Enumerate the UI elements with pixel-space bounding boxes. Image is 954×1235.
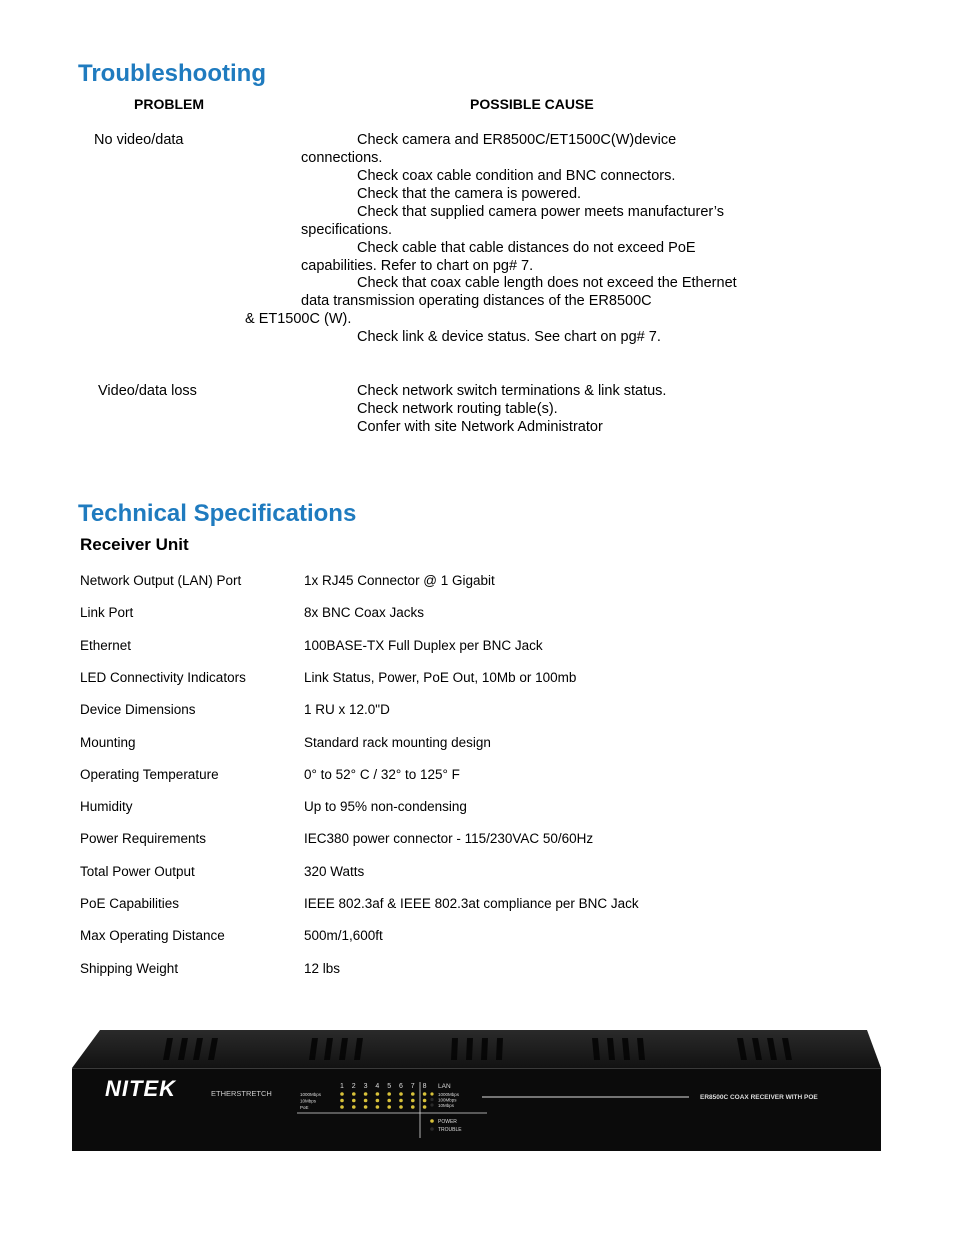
spec-value: IEC380 power connector - 115/230VAC 50/60Hz (304, 831, 594, 846)
port-led (411, 1105, 415, 1109)
spec-label: Total Power Output (80, 864, 195, 879)
port-led (399, 1092, 403, 1096)
spec-value: 12 lbs (304, 961, 341, 976)
spec-label: Ethernet (80, 638, 132, 653)
lan-row-label: 100Mbps (438, 1097, 457, 1103)
lan-row-label: 10Mbps (438, 1103, 455, 1108)
port-led (376, 1092, 380, 1096)
port-number: 2 (351, 1083, 356, 1090)
port-led (340, 1099, 344, 1103)
port-led (387, 1099, 391, 1103)
port-led (387, 1092, 391, 1096)
model-label: ER8500C COAX RECEIVER WITH POE (700, 1094, 818, 1101)
spec-label: Power Requirements (80, 831, 207, 846)
port-led (387, 1105, 391, 1109)
port-led (399, 1099, 403, 1103)
port-number: 8 (422, 1083, 427, 1090)
port-led (352, 1105, 356, 1109)
spec-label: Mounting (80, 735, 136, 750)
port-number: 7 (410, 1083, 415, 1090)
cause-line: capabilities. Refer to chart on pg# 7. (301, 258, 534, 274)
cause-line: Check that supplied camera power meets manufacturer’s (357, 204, 724, 220)
led-row-label: 1000Mbps (300, 1092, 322, 1097)
cause-line: & ET1500C (W). (245, 311, 352, 327)
specs-title: Technical Specifications (78, 500, 357, 527)
port-led (364, 1099, 368, 1103)
cause-line: Check that the camera is powered. (357, 186, 582, 202)
port-led (411, 1099, 415, 1103)
cause-line: Check network switch terminations & link status. (357, 383, 667, 399)
cause-line: Check cable that cable distances do not exceed PoE (357, 240, 696, 256)
lan-row-label: 1000Mbps (438, 1092, 460, 1097)
troubleshooting-title: Troubleshooting (78, 60, 266, 87)
spec-value: 8x BNC Coax Jacks (304, 605, 425, 620)
spec-label: Shipping Weight (80, 961, 179, 976)
power-led (430, 1119, 434, 1123)
port-led (376, 1105, 380, 1109)
cause-line: Check coax cable condition and BNC connectors. (357, 168, 676, 184)
lan-led (430, 1103, 433, 1106)
port-led (352, 1099, 356, 1103)
spec-label: Network Output (LAN) Port (80, 573, 242, 588)
led-row-label: 10Mbps (300, 1098, 317, 1104)
spec-value: Link Status, Power, PoE Out, 10Mb or 100mb (304, 670, 577, 685)
spec-value: Up to 95% non-condensing (304, 799, 467, 814)
spec-value: 500m/1,600ft (304, 928, 383, 943)
device-product-line: ETHERSTRETCH (211, 1089, 272, 1098)
led-row-label: PoE (300, 1105, 309, 1110)
spec-label: Max Operating Distance (80, 928, 225, 943)
port-led (352, 1092, 356, 1096)
port-led (423, 1099, 427, 1103)
spec-value: 1x RJ45 Connector @ 1 Gigabit (304, 573, 495, 588)
cause-line: Check link & device status. See chart on pg# 7. (357, 329, 661, 345)
cause-line: data transmission operating distances of the ER8500C (301, 293, 652, 309)
trouble-led (430, 1127, 434, 1131)
port-number: 6 (399, 1083, 403, 1090)
specs-subtitle: Receiver Unit (80, 535, 189, 554)
spec-value: 0° to 52° C / 32° to 125° F (304, 767, 460, 782)
cause-line: Check that coax cable length does not exceed the Ethernet (357, 275, 737, 291)
spec-value: 320 Watts (304, 864, 365, 879)
spec-label: PoE Capabilities (80, 896, 180, 911)
spec-value: 100BASE-TX Full Duplex per BNC Jack (304, 638, 543, 653)
problem-column-header: PROBLEM (134, 96, 204, 112)
port-led (340, 1092, 344, 1096)
device-brand: NITEK (105, 1076, 176, 1101)
problem-no-video: No video/data (94, 132, 184, 148)
port-led (364, 1092, 368, 1096)
port-led (423, 1092, 427, 1096)
port-led (399, 1105, 403, 1109)
port-number: 4 (375, 1083, 380, 1090)
cause-line: connections. (301, 150, 383, 166)
spec-label: Humidity (80, 799, 133, 814)
port-led (340, 1105, 344, 1109)
port-number: 3 (363, 1083, 368, 1090)
spec-value: IEEE 802.3af & IEEE 802.3at compliance per BNC Jack (304, 896, 639, 911)
port-led (364, 1105, 368, 1109)
spec-label: Device Dimensions (80, 702, 196, 717)
spec-label: Operating Temperature (80, 767, 219, 782)
lan-label: LAN (438, 1083, 451, 1090)
port-led (423, 1105, 427, 1109)
lan-led (430, 1098, 433, 1101)
spec-label: Link Port (80, 605, 134, 620)
cause-line: specifications. (301, 222, 393, 238)
port-led (376, 1099, 380, 1103)
problem-video-loss: Video/data loss (98, 383, 197, 399)
power-label: POWER (438, 1119, 457, 1125)
port-led (411, 1092, 415, 1096)
spec-label: LED Connectivity Indicators (80, 670, 246, 685)
device-front-panel-image (72, 1030, 881, 1151)
cause-column-header: POSSIBLE CAUSE (470, 96, 594, 112)
lan-led (430, 1092, 433, 1095)
spec-value: 1 RU x 12.0"D (304, 702, 390, 717)
cause-line: Check network routing table(s). (357, 401, 558, 417)
spec-value: Standard rack mounting design (304, 735, 491, 750)
cause-line: Check camera and ER8500C/ET1500C(W)device (357, 132, 677, 148)
port-number: 5 (387, 1083, 392, 1090)
port-number: 1 (340, 1083, 344, 1090)
cause-line: Confer with site Network Administrator (357, 419, 603, 435)
trouble-label: TROUBLE (438, 1127, 462, 1133)
